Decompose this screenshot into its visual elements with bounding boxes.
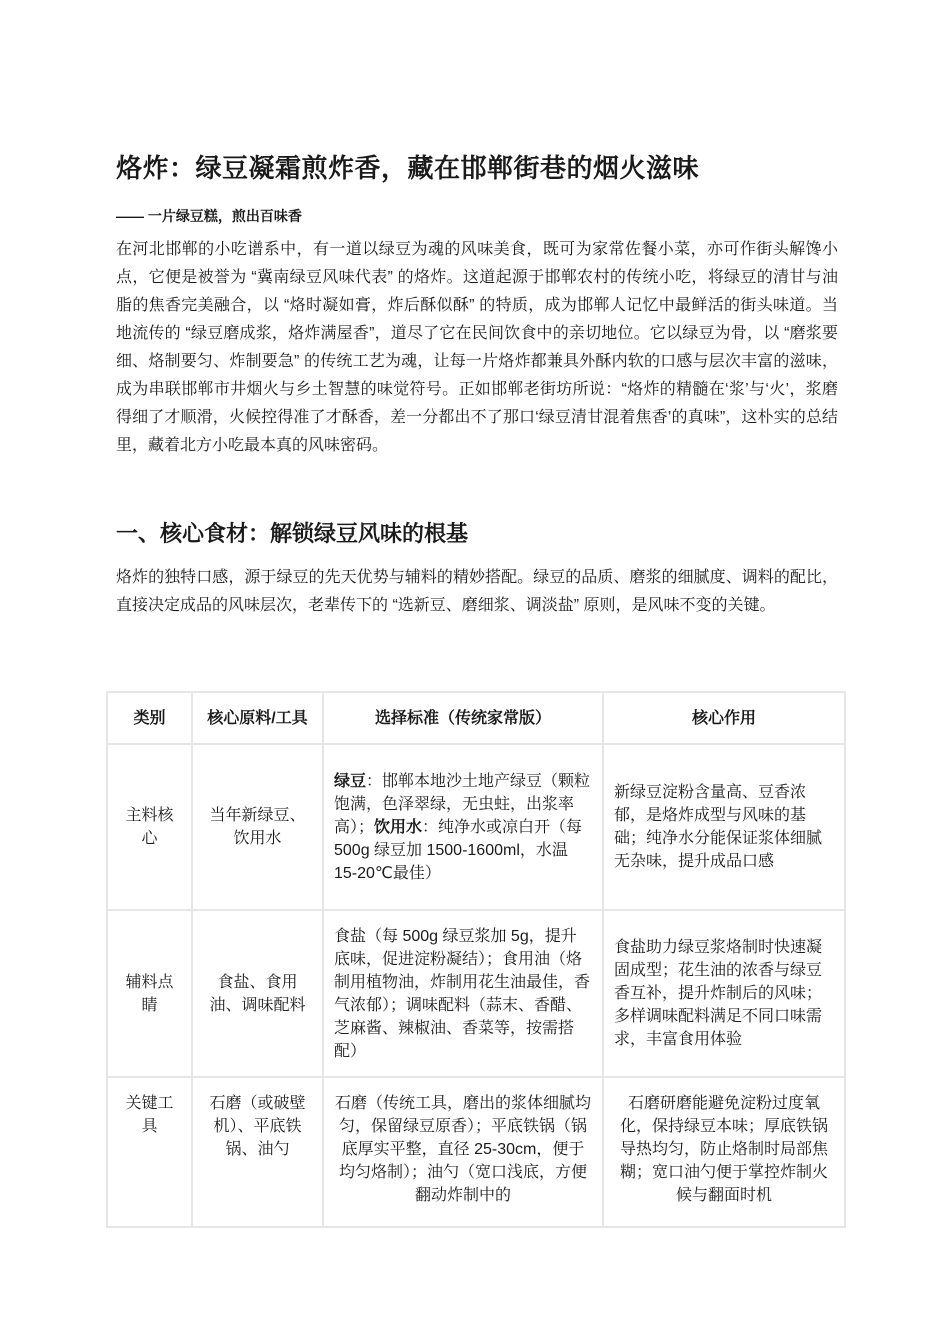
bold-term: 绿豆 [334, 772, 367, 790]
text: ：邯郸本地沙土地产绿豆（颗粒饱满，色泽翠绿，无虫蛀，出浆率高）； [334, 772, 591, 836]
section-paragraph: 烙炸的独特口感，源于绿豆的先天优势与辅料的精妙搭配。绿豆的品质、磨浆的细腻度、调料的配比，直接决定成品的风味层次，老辈传下的 “选新豆、磨细浆、调淡盐” 原则，是风味不变的关键。 [116, 569, 838, 614]
cell-category: 主料核心 [107, 744, 192, 910]
ingredients-table [106, 691, 846, 1228]
intro-paragraph: 在河北邯郸的小吃谱系中，有一道以绿豆为魂的风味美食，既可为家常佐餐小菜，亦可作街头解馋小点，它便是被誉为 “冀南绿豆风味代表” 的烙炸。这道起源于邯郸农村的传统小吃，将绿豆的清甘与油脂的焦香完美融合，以 “烙时凝如膏，炸后酥似酥” 的特质，成为邯郸人记忆中最鲜活的街头味道。当地流传的 “绿豆磨成浆，烙炸满屋香”，道尽了它在民间饮食中的亲切地位。它以绿豆为骨，以 “磨浆要细、烙制要匀、炸制要急” 的传统工艺为魂，让每一片烙炸都兼具外酥内软的口感与层次丰富的滋味，成为串联邯郸市井烟火与乡土智慧的味觉符号。正如邯郸老街坊所说：“烙炸的精髓在‘浆’与‘火’，浆磨得细了才顺滑，火候控得准了才酥香，差一分都出不了那口‘绿豆清甘混着焦香’的真味”，这朴实的总结里，藏着北方小吃最本真的风味密码。 [116, 241, 838, 454]
subtitle: —— 一片绿豆糕，煎出百味香 [116, 208, 302, 224]
cell-standard-text: 石磨（传统工具，磨出的浆体细腻均匀，保留绿豆原香）；平底铁锅（锅底厚实平整，直径 25-30cm，便于均匀烙制）；油勺（宽口浅底，方便翻动炸制中的 [334, 1095, 591, 1204]
table-header-row [107, 692, 845, 744]
table-row [107, 1077, 845, 1227]
table-row [107, 744, 845, 910]
cell-role: 食盐助力绿豆浆烙制时快速凝固成型；花生油的浓香与绿豆香互补，提升炸制后的风味；多样调味配料满足不同口味需求，丰富食用体验 [603, 910, 845, 1077]
cell-materials: 食盐、食用油、调味配料 [192, 910, 323, 1077]
header-standard: 选择标准（传统家常版） [323, 692, 603, 744]
cell-role: 新绿豆淀粉含量高、豆香浓郁，是烙炸成型与风味的基础；纯净水分能保证浆体细腻无杂味，提升成品口感 [603, 744, 845, 910]
text: ：纯净水或凉白开（每 500g 绿豆加 1500-1600ml，水温 15-20℃最佳） [334, 818, 583, 882]
cell-materials: 当年新绿豆、饮用水 [192, 744, 323, 910]
cell-role: 石磨研磨能避免淀粉过度氧化，保持绿豆本味；厚底铁锅导热均匀，防止烙制时局部焦糊；宽口油勺便于掌控炸制火候与翻面时机 [603, 1077, 845, 1227]
page-title: 烙炸：绿豆凝霜煎炸香，藏在邯郸街巷的烟火滋味 [116, 153, 700, 183]
cell-standard [323, 1077, 603, 1227]
section-heading: 一、核心食材：解锁绿豆风味的根基 [116, 521, 469, 546]
cell-standard: 食盐（每 500g 绿豆浆加 5g，提升底味，促进淀粉凝结）；食用油（烙制用植物油，炸制用花生油最佳，香气浓郁）；调味配料（蒜末、香醋、芝麻酱、辣椒油、香菜等，按需搭配） [323, 910, 603, 1077]
cell-materials: 石磨（或破壁机）、平底铁锅、油勺 [192, 1077, 323, 1227]
bold-term: 饮用水 [374, 818, 423, 836]
header-role: 核心作用 [603, 692, 845, 744]
cell-category: 辅料点睛 [107, 910, 192, 1077]
cell-standard [323, 744, 603, 910]
cell-category: 关键工具 [107, 1077, 192, 1227]
header-materials: 核心原料/工具 [192, 692, 323, 744]
header-category: 类别 [107, 692, 192, 744]
table-row [107, 910, 845, 1077]
